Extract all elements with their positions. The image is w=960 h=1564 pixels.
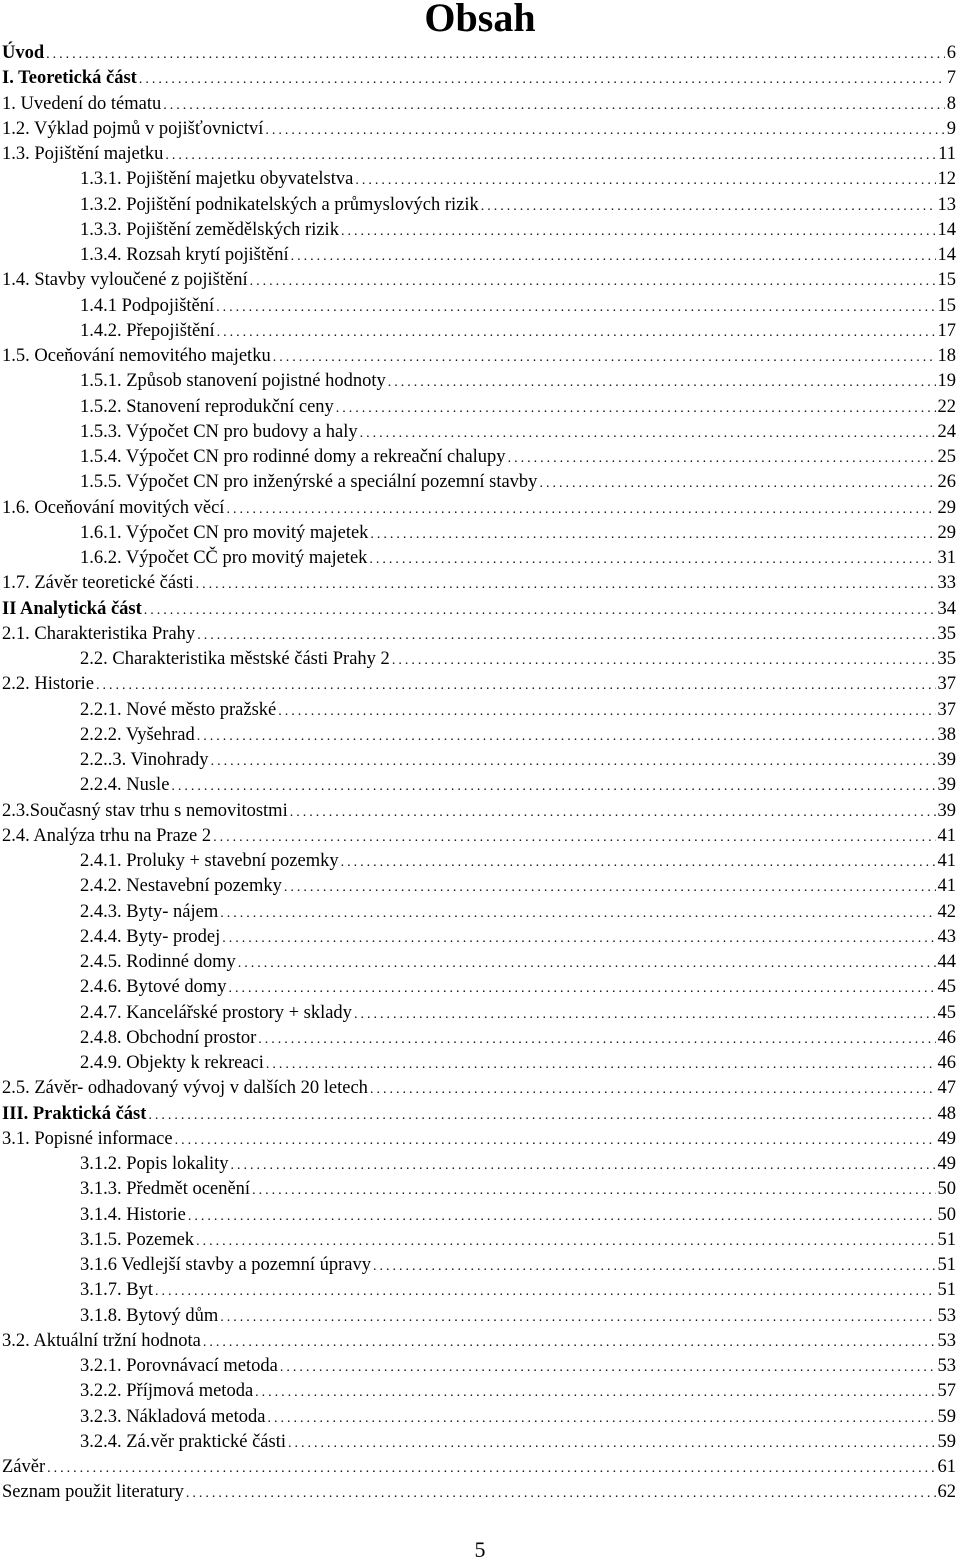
toc-dot-leader [280, 1355, 936, 1380]
toc-entry-page: 53 [937, 1330, 956, 1351]
toc-entry-page: 37 [937, 674, 956, 695]
toc-entry[interactable] [0, 1203, 956, 1228]
toc-dot-leader [290, 800, 936, 825]
toc-entry[interactable] [0, 41, 956, 66]
toc-entry-title: 1.5.1. Způsob stanovení pojistné hodnoty [80, 371, 386, 392]
toc-entry[interactable] [0, 445, 956, 470]
toc-dot-leader [539, 471, 935, 496]
toc-entry[interactable] [0, 1480, 956, 1505]
toc-entry-title: 2.4.5. Rodinné domy [80, 952, 236, 972]
toc-entry-page: 45 [937, 1002, 956, 1023]
toc-entry-title: 1.3.1. Pojištění majetku obyvatelstva [80, 169, 354, 190]
toc-entry[interactable] [0, 773, 956, 798]
toc-entry[interactable] [0, 1026, 956, 1051]
toc-entry-title: 3.2.2. Příjmová metoda [80, 1381, 254, 1402]
toc-entry[interactable] [0, 496, 956, 521]
toc-entry[interactable] [0, 748, 956, 773]
toc-entry-page: 8 [946, 93, 956, 114]
toc-entry-page: 13 [937, 194, 956, 215]
toc-entry[interactable] [0, 1152, 956, 1177]
toc-entry-page: 37 [937, 699, 956, 720]
toc-entry[interactable] [0, 622, 956, 647]
toc-dot-leader [228, 976, 935, 1001]
toc-entry-title: 3.1.3. Předmět ocenění [80, 1179, 251, 1200]
toc-entry-title: 3.1.8. Bytový dům [80, 1305, 219, 1326]
toc-entry-title: 3.2. Aktuální tržní hodnota [2, 1330, 201, 1351]
toc-entry-title: 1.4.2. Přepojištění [80, 320, 215, 341]
toc-entry[interactable] [0, 597, 956, 622]
toc-dot-leader [203, 1330, 936, 1355]
toc-entry-page: 43 [937, 926, 956, 947]
toc-entry-page: 15 [937, 295, 956, 316]
toc-entry-title: 1.5.4. Výpočet CN pro rodinné domy a rekreační chalupy [80, 447, 506, 467]
toc-entry[interactable] [0, 319, 956, 344]
toc-entry[interactable] [0, 193, 956, 218]
toc-entry[interactable] [0, 1076, 956, 1101]
toc-entry-page: 50 [937, 1179, 956, 1200]
toc-entry-title: 3.2.1. Porovnávací metoda [80, 1356, 278, 1376]
toc-dot-leader [354, 1002, 936, 1027]
toc-entry-title: 2.4.7. Kancelářské prostory + sklady [80, 1002, 352, 1023]
toc-entry-page: 38 [937, 724, 956, 745]
toc-entry[interactable] [0, 1455, 956, 1480]
toc-dot-leader [336, 396, 936, 421]
page-number: 5 [474, 1537, 486, 1562]
toc-entry-page: 22 [937, 396, 956, 417]
toc-entry-title: 1.4. Stavby vyloučené z pojištění [2, 270, 248, 291]
toc-entry-page: 29 [937, 522, 956, 543]
toc-entry-page: 19 [937, 371, 956, 392]
toc-entry-title: 1.5.3. Výpočet CN pro budovy a haly [80, 421, 358, 442]
toc-entry-title: Závěr [2, 1457, 46, 1477]
toc-dot-leader [222, 926, 935, 951]
toc-dot-leader [175, 1128, 936, 1153]
toc-entry-page: 42 [937, 901, 956, 922]
toc-dot-leader [238, 951, 936, 976]
toc-entry-page: 33 [937, 573, 956, 594]
page-title: Obsah [424, 0, 536, 40]
toc-entry[interactable] [0, 1430, 956, 1455]
toc-entry-page: 45 [937, 977, 956, 998]
toc-entry[interactable] [0, 142, 956, 167]
toc-dot-leader [139, 67, 945, 92]
toc-entry[interactable] [0, 268, 956, 293]
toc-dot-leader [216, 295, 935, 320]
toc-dot-leader [341, 219, 936, 244]
toc-entry-title: I. Teoretická část [2, 68, 137, 89]
toc-entry-title: 2.4.1. Proluky + stavební pozemky [80, 851, 339, 871]
toc-entry-title: 2.4.8. Obchodní prostor [80, 1027, 257, 1048]
toc-dot-leader [196, 1229, 935, 1254]
toc-entry[interactable] [0, 824, 956, 849]
toc-dot-leader [197, 623, 935, 648]
toc-entry-page: 57 [937, 1381, 956, 1402]
toc-entry-title: 2.4. Analýza trhu na Praze 2 [2, 825, 212, 846]
toc-entry[interactable] [0, 369, 956, 394]
toc-entry-title: 1.6. Oceňování movitých věcí [2, 497, 225, 518]
toc-entry-title: 2.4.3. Byty- nájem [80, 901, 219, 922]
toc-entry-title: 1.3. Pojištění majetku [2, 144, 164, 164]
toc-entry[interactable] [0, 66, 956, 91]
toc-entry[interactable] [0, 849, 956, 874]
toc-entry[interactable] [0, 1354, 956, 1379]
toc-entry-title: 2.2..3. Vinohrady [80, 750, 209, 770]
toc-dot-leader [481, 194, 936, 219]
toc-entry-title: 3.1. Popisné informace [2, 1128, 173, 1149]
toc-entry[interactable] [0, 546, 956, 571]
toc-entry[interactable] [0, 218, 956, 243]
toc-dot-leader [369, 547, 935, 572]
toc-entry-title: 1.3.2. Pojištění podnikatelských a průmyslových rizik [80, 194, 479, 215]
toc-entry-title: 2.3.Současný stav trhu s nemovitostmi [2, 800, 288, 821]
toc-dot-leader [370, 522, 935, 547]
toc-dot-leader [373, 1254, 936, 1279]
toc-dot-leader [284, 875, 936, 900]
toc-dot-leader [252, 1178, 935, 1203]
toc-entry-page: 18 [937, 346, 956, 366]
toc-entry-page: 14 [937, 245, 956, 265]
toc-entry-page: 12 [937, 169, 956, 190]
toc-entry-title: 3.1.7. Byt [80, 1280, 153, 1301]
toc-entry[interactable] [0, 925, 956, 950]
toc-entry-title: Seznam použit literatury [2, 1482, 184, 1503]
toc-dot-leader [226, 497, 935, 522]
toc-entry-page: 51 [937, 1229, 956, 1250]
toc-entry-page: 31 [937, 548, 956, 568]
toc-entry[interactable] [0, 698, 956, 723]
toc-entry-title: 2.4.6. Bytové domy [80, 977, 227, 998]
toc-entry-page: 62 [937, 1482, 956, 1503]
toc-dot-leader [188, 1204, 936, 1229]
toc-dot-leader [370, 1077, 936, 1102]
toc-entry-page: 49 [937, 1154, 956, 1174]
toc-entry[interactable] [0, 1102, 956, 1127]
toc-entry[interactable] [0, 344, 956, 369]
toc-entry-title: 1.7. Závěr teoretické části [2, 573, 194, 594]
toc-dot-leader [291, 244, 936, 269]
toc-dot-leader [155, 1279, 936, 1304]
toc-entry[interactable] [0, 1253, 956, 1278]
toc-entry-page: 34 [937, 598, 956, 619]
toc-entry-title: 3.2.4. Zá.věr praktické části [80, 1431, 286, 1452]
toc-dot-leader [96, 673, 936, 698]
toc-entry-page: 14 [937, 219, 956, 240]
toc-entry-page: 53 [937, 1356, 956, 1376]
toc-entry-page: 50 [937, 1204, 956, 1225]
toc-entry-page: 6 [946, 43, 956, 63]
toc-entry[interactable] [0, 647, 956, 672]
toc-entry-title: 3.1.6 Vedlejší stavby a pozemní úpravy [80, 1255, 371, 1275]
toc-entry-title: 3.1.5. Pozemek [80, 1229, 195, 1250]
toc-entry-title: 1. Uvedení do tématu [2, 93, 162, 114]
toc-dot-leader [217, 320, 936, 345]
toc-entry-page: 35 [937, 623, 956, 644]
toc-dot-leader [144, 598, 936, 623]
toc-entry-title: 2.2.4. Nusle [80, 775, 170, 796]
toc-entry[interactable] [0, 723, 956, 748]
toc-dot-leader [250, 269, 936, 294]
toc-entry-page: 61 [937, 1457, 956, 1477]
toc-entry-page: 49 [937, 1128, 956, 1149]
toc-entry[interactable] [0, 1304, 956, 1329]
toc-entry[interactable] [0, 1051, 956, 1076]
toc-dot-leader [47, 1456, 935, 1481]
toc-entry-title: 3.1.2. Popis lokality [80, 1154, 229, 1174]
toc-dot-leader [231, 1153, 936, 1178]
toc-entry[interactable] [0, 874, 956, 899]
toc-entry-page: 59 [937, 1431, 956, 1452]
toc-entry[interactable] [0, 167, 956, 192]
toc-dot-leader [388, 370, 936, 395]
toc-entry-page: 9 [946, 118, 956, 139]
toc-entry[interactable] [0, 521, 956, 546]
toc-dot-leader [265, 118, 944, 143]
toc-dot-leader [392, 648, 936, 673]
toc-entry-page: 51 [937, 1280, 956, 1301]
toc-entry-page: 46 [937, 1027, 956, 1048]
toc-dot-leader [508, 446, 936, 471]
toc-entry[interactable] [0, 470, 956, 495]
toc-dot-leader [258, 1027, 935, 1052]
toc-entry-page: 41 [937, 851, 956, 871]
toc-entry-title: 1.4.1 Podpojištění [80, 295, 215, 316]
toc-entry[interactable] [0, 420, 956, 445]
toc-dot-leader [360, 421, 936, 446]
toc-entry-title: 2.2. Charakteristika městské části Prahy 2 [80, 649, 390, 669]
toc-entry-page: 29 [937, 497, 956, 518]
toc-entry[interactable] [0, 799, 956, 824]
toc-entry[interactable] [0, 900, 956, 925]
toc-entry-title: 2.1. Charakteristika Prahy [2, 623, 196, 644]
toc-entry-page: 15 [937, 270, 956, 291]
toc-entry-page: 39 [937, 775, 956, 796]
table-of-contents [0, 41, 956, 1506]
toc-entry-page: 39 [937, 750, 956, 770]
toc-entry[interactable] [0, 1001, 956, 1026]
toc-entry-title: 1.2. Výklad pojmů v pojišťovnictví [2, 118, 264, 139]
toc-entry-title: 1.5.5. Výpočet CN pro inženýrské a speciální pozemní stavby [80, 472, 538, 493]
toc-entry-page: 39 [937, 800, 956, 821]
toc-entry-page: 59 [937, 1406, 956, 1427]
toc-entry[interactable] [0, 1228, 956, 1253]
toc-entry-title: 3.1.4. Historie [80, 1204, 186, 1225]
toc-entry[interactable] [0, 1177, 956, 1202]
toc-entry-page: 47 [937, 1078, 956, 1099]
toc-entry[interactable] [0, 1127, 956, 1152]
toc-entry[interactable] [0, 117, 956, 142]
toc-entry-page: 7 [946, 68, 956, 89]
toc-dot-leader [213, 825, 935, 850]
toc-entry-page: 41 [937, 825, 956, 846]
toc-entry-page: 41 [937, 876, 956, 897]
toc-entry-page: 44 [937, 952, 956, 972]
toc-entry[interactable] [0, 1379, 956, 1404]
toc-entry-title: 1.6.2. Výpočet CČ pro movitý majetek [80, 548, 368, 568]
toc-dot-leader [220, 1305, 935, 1330]
toc-entry-page: 53 [937, 1305, 956, 1326]
toc-dot-leader [165, 143, 936, 168]
toc-entry[interactable] [0, 1329, 956, 1354]
toc-entry-page: 35 [937, 649, 956, 669]
toc-dot-leader [196, 572, 936, 597]
toc-entry-title: 2.5. Závěr- odhadovaný vývoj v dalších 20 letech [2, 1078, 368, 1099]
toc-entry-title: III. Praktická část [2, 1103, 147, 1124]
toc-entry-title: Úvod [2, 43, 45, 63]
toc-dot-leader [266, 1052, 936, 1077]
toc-dot-leader [278, 699, 935, 724]
toc-entry[interactable] [0, 672, 956, 697]
toc-entry[interactable] [0, 950, 956, 975]
toc-dot-leader [255, 1380, 935, 1405]
toc-entry-title: 1.3.4. Rozsah krytí pojištění [80, 245, 289, 265]
toc-entry-title: 3.2.3. Nákladová metoda [80, 1406, 266, 1427]
toc-entry[interactable] [0, 243, 956, 268]
toc-entry-page: 11 [938, 144, 956, 164]
toc-entry[interactable] [0, 395, 956, 420]
toc-dot-leader [341, 850, 936, 875]
toc-entry-title: 2.2.2. Vyšehrad [80, 724, 195, 745]
toc-dot-leader [355, 168, 935, 193]
toc-entry-title: 1.3.3. Pojištění zemědělských rizik [80, 219, 339, 240]
toc-entry-page: 46 [937, 1053, 956, 1073]
toc-dot-leader [46, 42, 945, 67]
toc-dot-leader [288, 1431, 936, 1456]
toc-entry-page: 25 [937, 447, 956, 467]
toc-dot-leader [163, 93, 944, 118]
toc-entry[interactable] [0, 294, 956, 319]
toc-entry[interactable] [0, 1405, 956, 1430]
toc-entry[interactable] [0, 92, 956, 117]
toc-entry-page: 24 [937, 421, 956, 442]
toc-dot-leader [220, 901, 935, 926]
toc-entry-page: 51 [937, 1255, 956, 1275]
toc-entry-title: 2.4.2. Nestavební pozemky [80, 876, 282, 897]
toc-dot-leader [273, 345, 936, 370]
toc-dot-leader [267, 1406, 935, 1431]
toc-dot-leader [211, 749, 936, 774]
toc-entry-title: 2.2.1. Nové město pražské [80, 699, 277, 720]
toc-entry[interactable] [0, 1278, 956, 1303]
toc-dot-leader [197, 724, 936, 749]
toc-entry-page: 48 [937, 1103, 956, 1124]
toc-entry-title: 1.5. Oceňování nemovitého majetku [2, 346, 271, 366]
toc-entry-title: II Analytická část [2, 598, 142, 619]
toc-entry[interactable] [0, 571, 956, 596]
toc-entry-title: 2.2. Historie [2, 674, 94, 695]
toc-entry-title: 1.6.1. Výpočet CN pro movitý majetek [80, 522, 369, 543]
toc-entry-title: 1.5.2. Stanovení reprodukční ceny [80, 396, 334, 417]
toc-entry-page: 26 [937, 472, 956, 493]
toc-entry-title: 2.4.4. Byty- prodej [80, 926, 221, 947]
toc-dot-leader [148, 1103, 935, 1128]
toc-dot-leader [171, 774, 935, 799]
toc-dot-leader [186, 1481, 936, 1506]
toc-entry[interactable] [0, 975, 956, 1000]
toc-entry-page: 17 [937, 320, 956, 341]
toc-entry-title: 2.4.9. Objekty k rekreaci [80, 1053, 264, 1073]
